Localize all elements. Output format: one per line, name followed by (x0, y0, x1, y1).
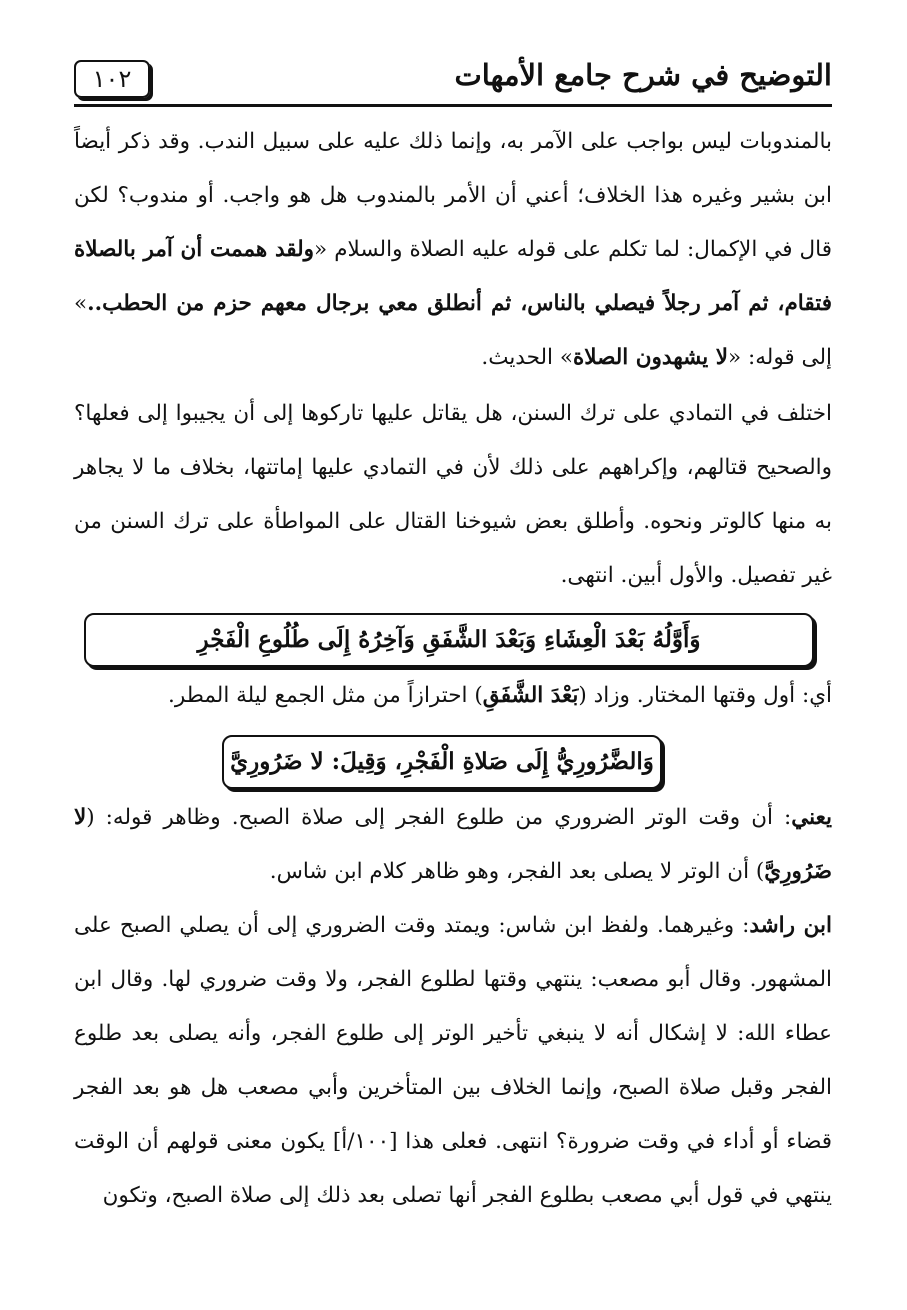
matn-box-2: وَالضَّرُورِيُّ إِلَى صَلاةِ الْفَجْرِ، وَقِيلَ: لا ضَرُورِيَّ (222, 735, 662, 789)
commentary-paragraph-4 (74, 791, 832, 899)
paragraph-text: ) أن الوتر لا يصلى بعد الفجر، وهو ظاهر كلام ابن شاس. (269, 859, 765, 884)
commentary-paragraph-1 (74, 115, 832, 385)
keyword-yani: يعني (791, 805, 832, 830)
paragraph-text: بالمندوبات ليس بواجب على الآمر به، وإنما ذلك عليه على سبيل الندب. وقد ذكر أيضاً ابن بشير وغيره هذا الخلاف؛ أعني أن الأمر بالمندوب هل هو واجب. أو مندوب؟ لكن قال في الإكمال: لما تكلم على قوله عليه الصلاة والسلام « (74, 129, 832, 262)
matn-quote: لا ضَرُورِيَّ (74, 805, 832, 884)
paragraph-text: : وغيرهما. ولفظ ابن شاس: ويمتد وقت الضروري إلى أن يصلي الصبح على المشهور. وقال أبو مصعب: ينتهي وقتها لطلوع الفجر، ولا وقت ضروري لها. وقال ابن عطاء الله: لا إشكال أنه لا ينبغي تأخير الوتر إلى طلوع الفجر، وأنه يصلى بعد طلوع الفجر وقبل صلاة الصبح، وإنما الخلاف بين المتأخرين وأبي مصعب هل هو بعد الفجر قضاء أو أداء في وقت ضرورة؟ انتهى. فعلى هذا [١٠٠/أ] يكون معنى قولهم أن الوقت ينتهي في قول أبي مصعب بطلوع الفجر أنها تصلى بعد ذلك إلى صلاة الصبح، وتكون (74, 913, 833, 1208)
commentary-paragraph-3 (74, 669, 832, 723)
page-header (74, 56, 832, 107)
commentary-paragraph-5 (74, 899, 832, 1223)
matn-quote: بَعْدَ الشَّفَقِ (482, 683, 579, 708)
commentary-paragraph-2: اختلف في التمادي على ترك السنن، هل يقاتل عليها تاركوها إلى أن يجيبوا إلى فعلها؟ والصحيح قتالهم، وإكراههم على ذلك لأن في التمادي عليها إماتتها، بخلاف ما لا يجاهر به منها كالوتر ونحوه. وأطلق بعض شيوخنا القتال على المواطأة على ترك السنن من غير تفصيل. والأول أبين. انتهى. (74, 401, 832, 588)
document-page (74, 56, 832, 1223)
paragraph-text: ) احترازاً من مثل الجمع ليلة المطر. (168, 683, 483, 708)
paragraph-text: » الحديث. (481, 345, 573, 370)
scholar-name: ابن راشد (749, 913, 832, 938)
hadith-quote: ولقد هممت أن آمر بالصلاة فتقام، ثم آمر رجلاً فيصلي بالناس، ثم أنطلق معي برجال معهم حزم من الحطب.. (74, 237, 832, 316)
book-title: التوضيح في شرح جامع الأمهات (454, 58, 832, 92)
matn-box-1: وَأَوَّلُهُ بَعْدَ الْعِشَاءِ وَبَعْدَ الشَّفَقِ وَآخِرُهُ إِلَى طُلُوعِ الْفَجْرِ (84, 613, 814, 667)
paragraph-text: أي: أول وقتها المختار. وزاد ( (578, 683, 832, 708)
paragraph-text: » إلى قوله: « (74, 291, 832, 370)
paragraph-text: : أن وقت الوتر الضروري من طلوع الفجر إلى صلاة الصبح. وظاهر قوله: ( (86, 805, 792, 830)
hadith-quote: لا يشهدون الصلاة (572, 345, 729, 370)
page-number-badge: ١٠٢ (74, 60, 150, 98)
